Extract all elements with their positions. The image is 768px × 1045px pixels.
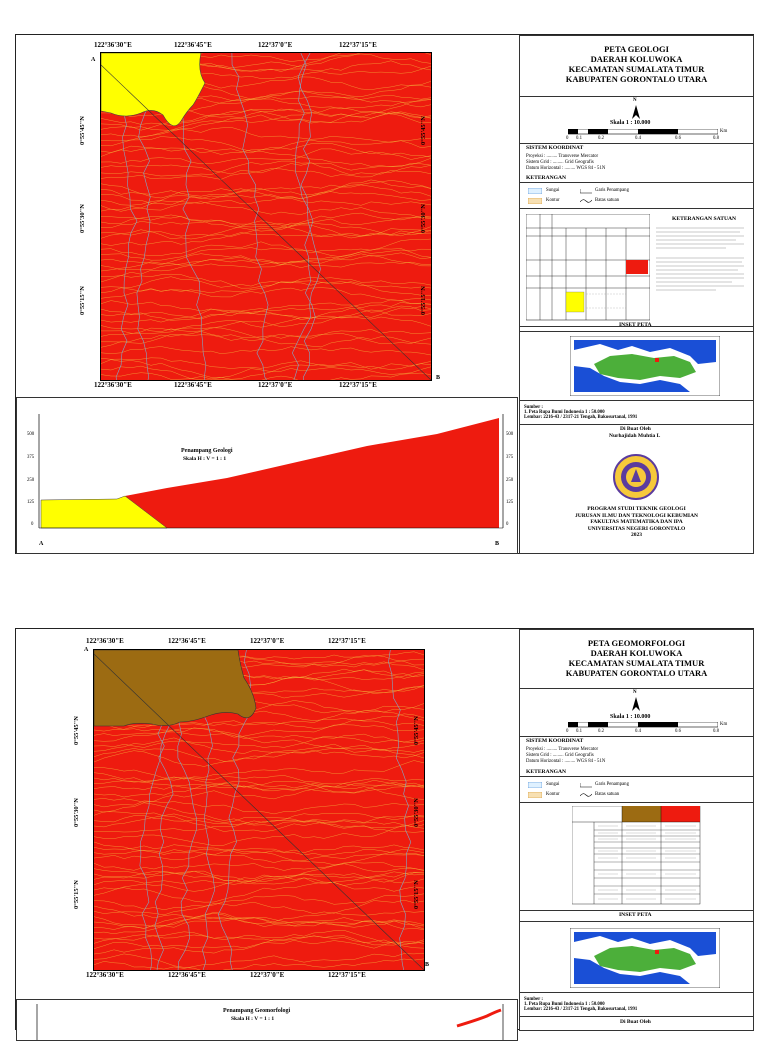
scale-bar [568,129,718,135]
title-line: PETA GEOLOGI [604,44,669,54]
inset-map [570,336,720,396]
lon-label: 122°36'30"E [94,41,132,49]
scale-tick: 0.1 [576,136,582,141]
lon-label: 122°37'0"E [250,971,285,979]
geomorfologi-sheet [15,628,754,1030]
profile-tick: 500 [506,432,514,437]
legend-label: Batas satuan [595,198,620,203]
keterangan-satuan-heading: KETERANGAN SATUAN [672,216,737,222]
geologi-title [520,44,753,84]
geologi-info-panel [519,35,754,554]
university-logo-icon [613,454,659,500]
geomorfologi-title [520,638,753,678]
scale-tick: 0.6 [675,729,681,734]
geomorfologi-overlay [94,650,424,970]
stratigraphy-table [526,214,650,322]
lat-label: 0°55'30"N [419,204,427,233]
legend-label: Sungai [546,188,560,193]
lat-label: 0°55'45"N [412,716,420,745]
lon-label: 122°36'45"E [174,381,212,389]
profile-tick: 250 [27,478,35,483]
geomorfologi-profile-panel [16,999,518,1041]
geologi-sheet [15,34,754,554]
pembuat-name: Nurhajidah Muhtia L [609,433,661,439]
contour-legend-icon [528,792,542,798]
lon-label: 122°36'45"E [168,637,206,645]
boundary-legend-icon [580,792,592,798]
lat-label: 0°55'45"N [78,116,86,145]
lon-label: 122°36'45"E [174,41,212,49]
koordinat-row: Datum Horizontal : ......... WGS 84 - 51N [526,759,606,764]
lat-label: 0°55'45"N [72,716,80,745]
profile-scale: Skala H : V = 1 : 1 [183,456,227,462]
geologi-corner-b: B [436,375,441,381]
title-line: DAERAH KOLUWOKA [590,54,683,64]
lon-label: 122°36'45"E [168,971,206,979]
profile-b: B [495,541,500,547]
koordinat-row: Sistem Grid : ......... Grid Geografis [526,753,594,758]
inset-heading: INSET PETA [619,322,652,328]
scale-tick: 0.1 [576,729,582,734]
lat-label: 0°55'30"N [72,798,80,827]
geologi-map [100,52,432,381]
lat-label: 0°55'15"N [412,880,420,909]
koordinat-row: Proyeksi : ......... Transverse Mercator [526,154,599,159]
lon-label: 122°36'30"E [86,637,124,645]
lon-label: 122°37'15"E [328,637,366,645]
title-line: PETA GEOMORFOLOGI [587,638,686,648]
profile-tick: 500 [27,432,35,437]
lon-label: 122°37'15"E [339,381,377,389]
sumber-line: 1. Peta Rupa Bumi Indonesia 1 : 50.000 [524,410,605,415]
sumber-heading: Sumber : [524,405,543,410]
lat-label: 0°55'15"N [78,286,86,315]
north-label: N [633,690,637,695]
lon-label: 122°37'0"E [258,381,293,389]
scale-tick: 0 [566,136,569,141]
scale-bar [568,722,718,728]
geologi-corner-a: A [91,57,96,63]
geologi-overlay [101,53,431,380]
scale-unit: Km [720,722,728,727]
lat-label: 0°55'15"N [72,880,80,909]
geomorfologi-map [93,649,425,971]
scale-tick: 0.4 [635,729,641,734]
geologi-profile-svg [17,398,517,553]
institution-line: 2023 [631,532,642,538]
legend-label: Sungai [546,782,560,787]
inset-map [570,928,720,988]
profile-tick: 0 [31,522,34,527]
scale-tick: 0.8 [713,136,719,141]
profile-tick: 125 [27,500,35,505]
section-legend-icon [580,782,592,788]
lon-label: 122°37'15"E [328,971,366,979]
profile-title: Penampang Geomorfologi [223,1008,291,1014]
title-line: DAERAH KOLUWOKA [590,648,683,658]
profile-tick: 125 [506,500,514,505]
lon-label: 122°36'30"E [86,971,124,979]
legend-label: Batas satuan [595,792,620,797]
koordinat-row: Proyeksi : ......... Transverse Mercator [526,747,599,752]
keterangan-satuan-text-block [656,224,746,314]
profile-tick: 375 [506,455,514,460]
lon-label: 122°37'15"E [339,41,377,49]
north-arrow-icon [631,105,641,119]
scale-label: Skala 1 : 10.000 [610,714,651,720]
title-line: KABUPATEN GORONTALO UTARA [565,668,708,678]
institution-line: PROGRAM STUDI TEKNIK GEOLOGI [587,506,686,512]
scale-tick: 0 [566,729,569,734]
profile-tick: 0 [506,522,509,527]
lon-label: 122°36'30"E [94,381,132,389]
contour-legend-icon [528,198,542,204]
boundary-legend-icon [580,198,592,204]
section-line [101,65,431,380]
profile-tick: 375 [27,455,35,460]
north-arrow-icon [631,697,641,711]
legend-label: Kontur [546,792,560,797]
scale-unit: Km [720,129,728,134]
profile-scale: Skala H : V = 1 : 1 [231,1016,275,1022]
koordinat-row: Sistem Grid : ......... Grid Geografis [526,160,594,165]
sistem-koordinat-heading: SISTEM KOORDINAT [526,145,584,151]
north-label: N [633,98,637,103]
geomorphology-table [572,806,702,906]
scale-tick: 0.6 [675,136,681,141]
lat-label: 0°55'30"N [412,798,420,827]
lat-label: 0°55'45"N [419,116,427,145]
section-line [94,654,424,970]
scale-label: Skala 1 : 10.000 [610,120,651,126]
geologi-profile-panel [16,397,518,554]
institution-line: JURUSAN ILMU DAN TEKNOLOGI KEBUMIAN [574,512,699,519]
institution-block [520,506,753,539]
keterangan-heading: KETERANGAN [526,769,567,775]
sumber-line: Lembar: 2216-43 / 2317-21 Tengah, Bakosurtanal, 1991 [524,415,638,420]
dibuat-oleh: Di Buat Oleh [620,426,651,432]
profile-a: A [39,541,44,547]
institution-line: FAKULTAS MATEMATIKA DAN IPA [590,519,683,525]
lon-label: 122°37'0"E [250,637,285,645]
institution-line: UNIVERSITAS NEGERI GORONTALO [587,525,686,532]
scale-tick: 0.2 [598,729,604,734]
river-legend-icon [528,188,542,194]
title-line: KECAMATAN SUMALATA TIMUR [568,658,705,668]
profile-title: Penampang Geologi [181,448,233,454]
lat-label: 0°55'15"N [419,286,427,315]
inset-heading: INSET PETA [619,912,652,918]
denudational-unit [94,650,256,726]
sumber-line: 1. Peta Rupa Bumi Indonesia 1 : 50.000 [524,1002,605,1007]
legend-label: Garis Penampang [595,782,629,787]
keterangan-heading: KETERANGAN [526,175,567,181]
title-line: KECAMATAN SUMALATA TIMUR [568,64,705,74]
lon-label: 122°37'0"E [258,41,293,49]
scale-tick: 0.4 [635,136,641,141]
geomorfologi-corner-b: B [425,962,430,968]
scale-tick: 0.8 [713,729,719,734]
lat-label: 0°55'30"N [78,204,86,233]
profile-tick: 250 [506,478,514,483]
geomorfologi-corner-a: A [84,647,89,653]
river-legend-icon [528,782,542,788]
section-legend-icon [580,188,592,194]
legend-label: Garis Penampang [595,188,629,193]
scale-tick: 0.2 [598,136,604,141]
sumber-line: Lembar: 2216-43 / 2317-21 Tengah, Bakosurtanal, 1991 [524,1007,638,1012]
dibuat-oleh: Di Buat Oleh [620,1019,651,1025]
legend-label: Kontur [546,198,560,203]
geomorfologi-info-panel [519,629,754,1031]
koordinat-row: Datum Horizontal : ......... WGS 84 - 51N [526,166,606,171]
title-line: KABUPATEN GORONTALO UTARA [565,74,708,84]
sistem-koordinat-heading: SISTEM KOORDINAT [526,738,584,744]
sumber-heading: Sumber : [524,997,543,1002]
